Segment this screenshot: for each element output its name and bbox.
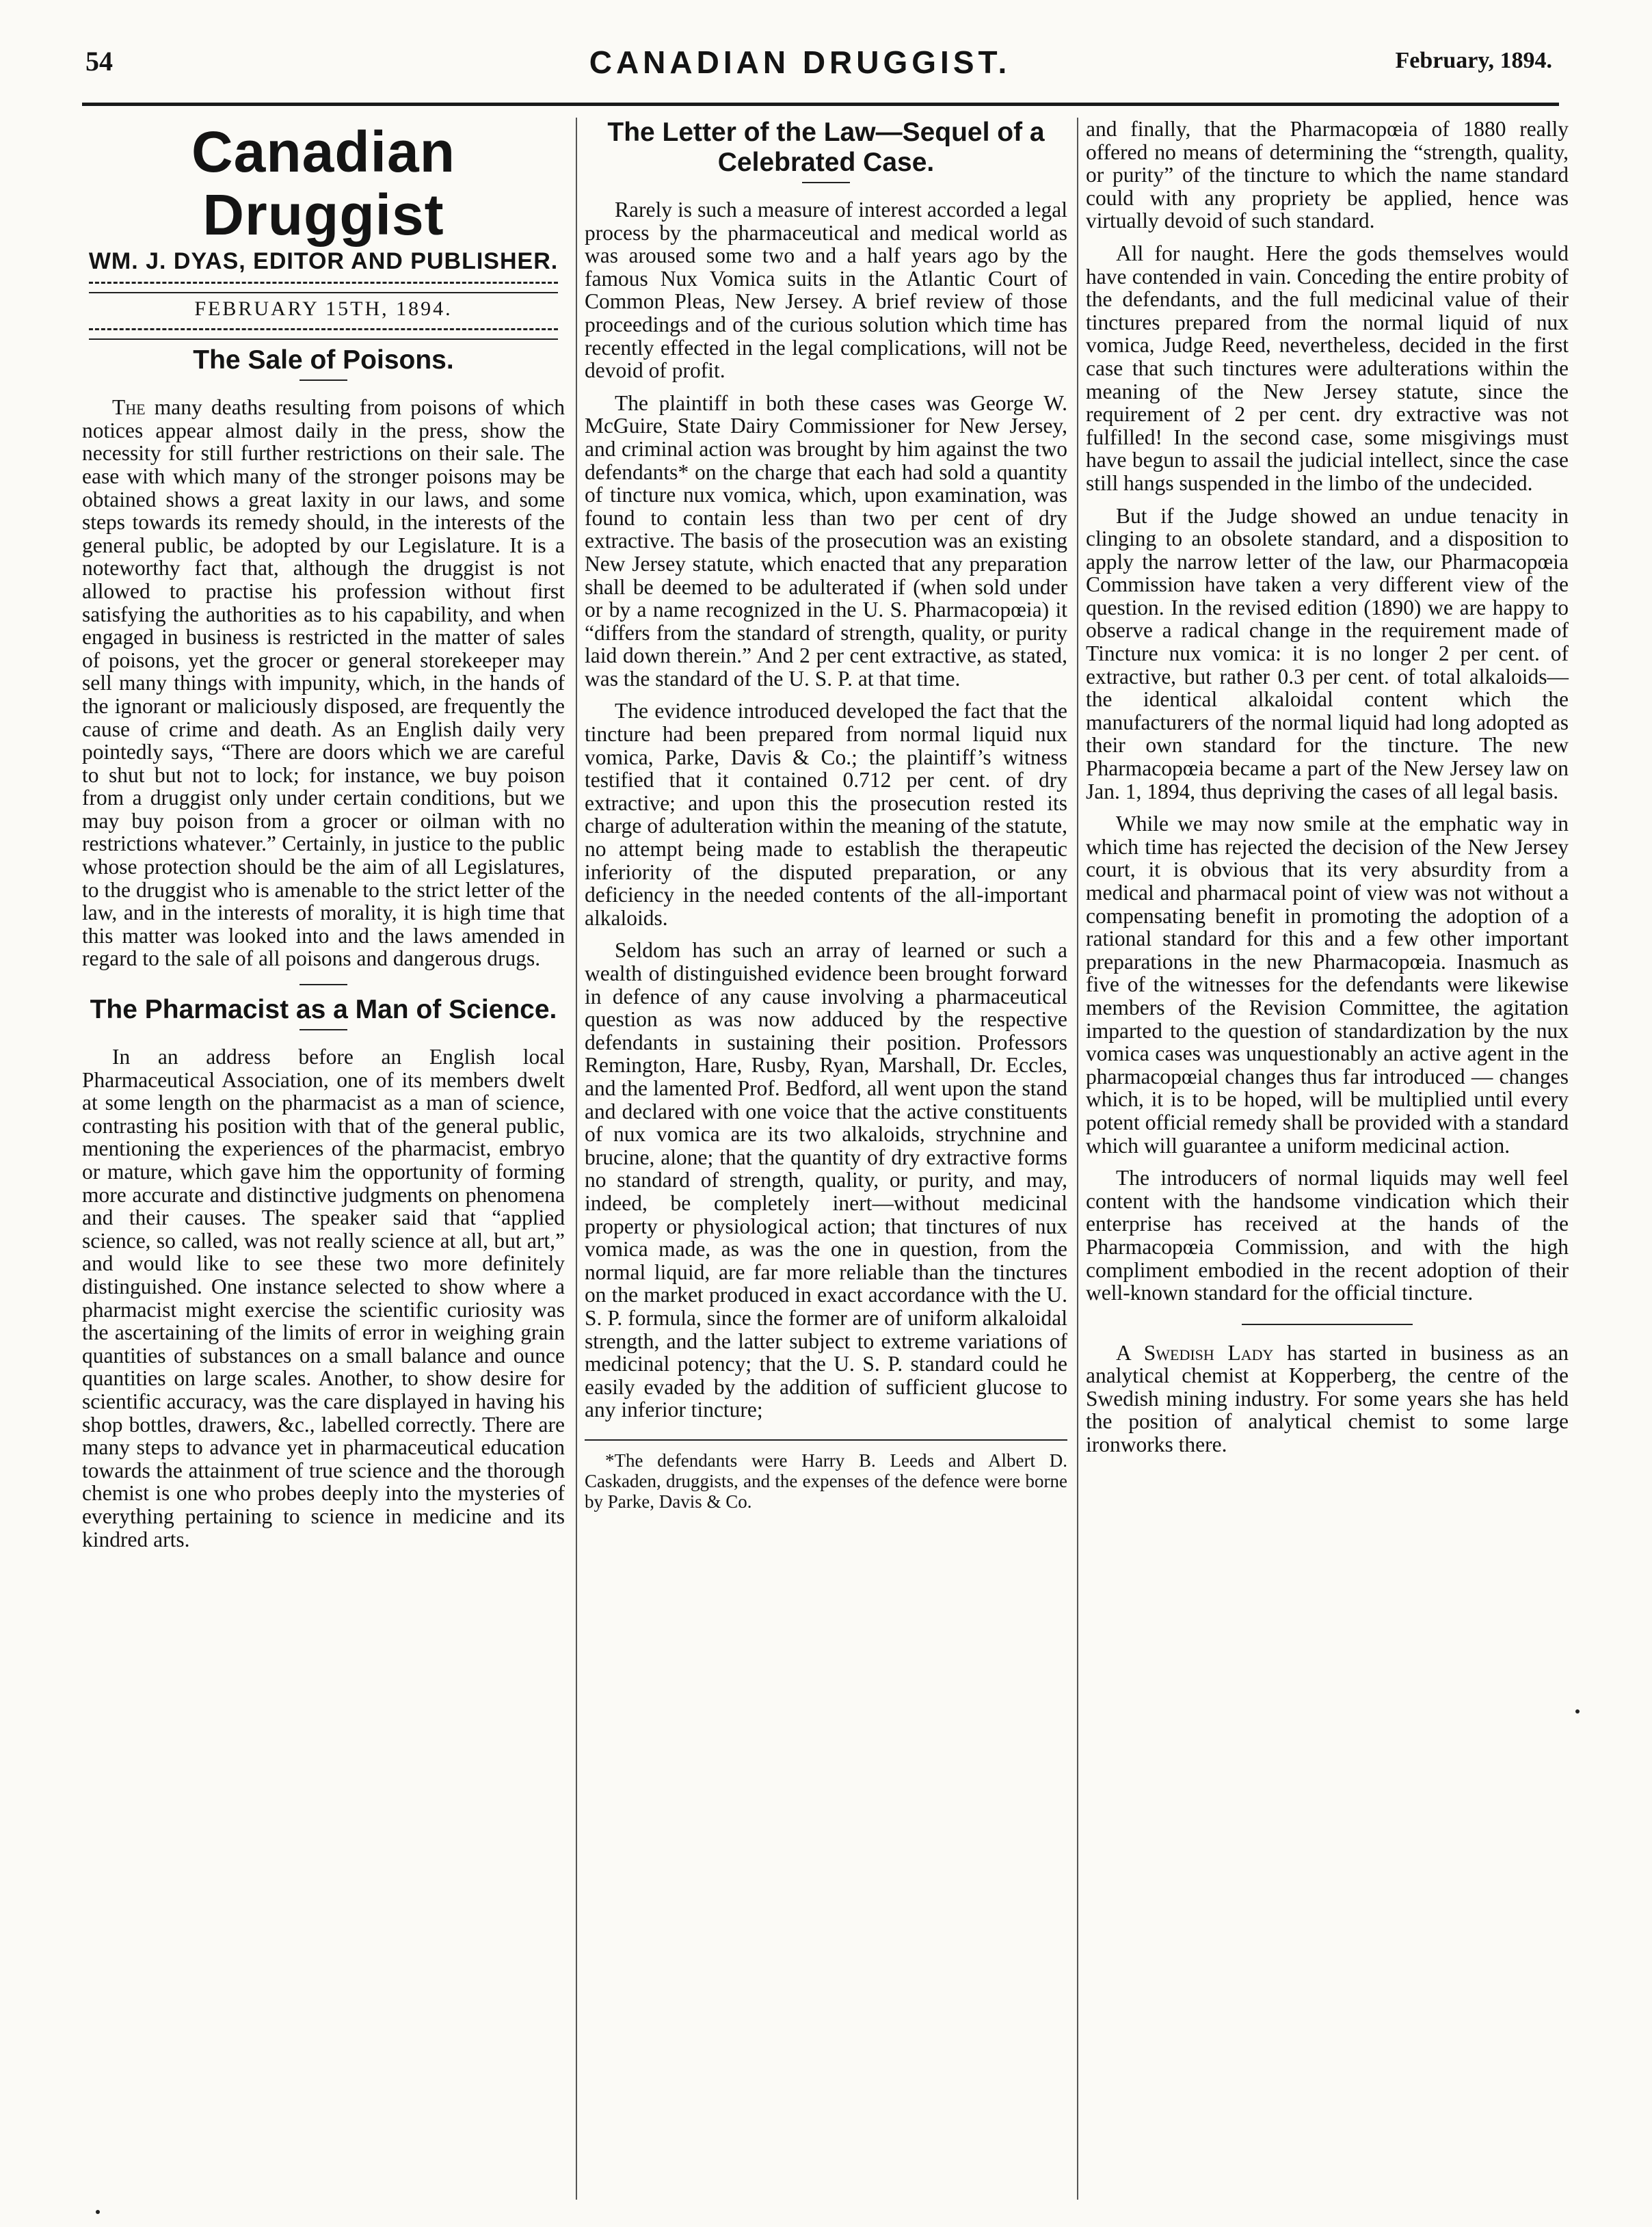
masthead-date: FEBRUARY 15TH, 1894. bbox=[194, 297, 453, 320]
print-mark bbox=[96, 2210, 100, 2214]
letter-paragraph-4: Seldom has such an array of learned or such a wealth of distinguished evidence been brought forward in defence of any cause involving a pharmaceutical question as was now adduced by the respective defendants in sustaining their position. Professors Remington, Hare, Rusby, Ryan, Marshall, Dr. Eccles, and the lamented Prof. Bedford, all went upon the stand and declared with one voice that the active constituents of nux vomica are its two alkaloids, strychnine and brucine, alone; that the quantity of dry extractive forms no standard of strength, quality, or purity, and may, indeed, be completely inert—without medicinal property or physiological action; that tinctures of nux vomica made, as was the one in question, from the normal liquid, are far more reliable than the tinctures on the market produced in exact accordance with the U. S. P. formula, since the former are of uniform alkaloidal strength, and the latter subject to extreme variations of medicinal potency; that the U. S. P. standard could he easily evaded by the addition of sufficient glucose to any inferior tincture; bbox=[585, 938, 1067, 1422]
column-divider bbox=[576, 118, 577, 2200]
letter-paragraph-5: and finally, that the Pharmacopœia of 1880 really offered no means of determining the “strength, quality, or purity” of the tincture to which the name standard could with any propriety be applied, hence was virtually devoid of such standard. bbox=[1086, 117, 1569, 233]
paragraph-text: has started in business as an analytical chemist at Kopperberg, the centre of the Swedish mining industry. For some years she has held the position of analytical chemist to some large ironworks there. bbox=[1086, 1340, 1569, 1457]
column-1 bbox=[82, 118, 565, 1551]
sale-of-poisons-paragraph bbox=[82, 396, 565, 970]
running-head bbox=[48, 41, 1552, 89]
letter-paragraph-2: The plaintiff in both these cases was George W. McGuire, State Dairy Commissioner for New Jersey, and criminal action was brought by him against the two defendants* on the charge that each had sold a quantity of tincture nux vomica, which, upon examination, was found to contain less than two per cent of dry extractive. The basis of the prosecution was an existing New Jersey statute, which enacted that any preparation shall be deemed to be adulterated if (when sold under or by a name recognized in the U. S. Pharmacopœia) it “differs from the standard of strength, quality, or purity laid down therein.” And 2 per cent extractive, as stated, was the standard of the U. S. P. at that time. bbox=[585, 390, 1067, 691]
lead-words: A Swedish Lady bbox=[1116, 1340, 1274, 1365]
swedish-lady-paragraph bbox=[1086, 1342, 1569, 1456]
letter-paragraph-9: The introducers of normal liquids may well feel content with the handsome vindication which their enterprise has received at the hands of the Pharmacopœia Commission, and with the high compliment embodied in the recent adoption of their well-known standard for the official tincture. bbox=[1086, 1166, 1569, 1305]
journal-name: CANADIAN DRUGGIST. bbox=[589, 44, 1011, 80]
letter-paragraph-7: But if the Judge showed an undue tenacity in clinging to an obsolete standard, and a disposition to apply the narrow letter of the law, our Pharmacopœia Commission have taken a very different view of the question. In the revised edition (1890) we are happy to observe a radical change in the requirement made of Tincture nux vomica: it is no longer 2 per cent. of extractive, but rather 0.3 per cent. of total alkaloids—the identical alkaloidal content which the manufacturers of the normal liquid had long adopted as their own standard for the tincture. The new Pharmacopœia became a part of the New Jersey law on Jan. 1, 1894, thus depriving the cases of all legal basis. bbox=[1086, 503, 1569, 803]
footnote-rule bbox=[585, 1439, 1067, 1441]
masthead-title: Canadian Druggist bbox=[191, 120, 456, 247]
masthead-editor: WM. J. DYAS, EDITOR AND PUBLISHER. bbox=[88, 248, 559, 274]
ornamental-rule bbox=[89, 282, 558, 293]
ornamental-rule bbox=[89, 328, 558, 340]
page-number: 54 bbox=[85, 46, 113, 77]
pharmacist-paragraph: In an address before an English local Pharmaceutical Association, one of its members dwelt at some length on the pharmacist as a man of science, contrasting his position with that of the general public, mentioning the experiences of the pharmacist, embryo or mature, which gave him the opportunity of forming more accurate and distinctive judgments on phenomena and their causes. The speaker said that “applied science, so called, was not really science at all, but art,” and would like to see these two more definitely distinguished. One instance selected to show where a pharmacist might exercise the scientific curiosity was the ascertaining of the limits of error in weighing grain quantities of substances on a small balance and ounce quantities on large scales. Another, to show desire for scientific accuracy, was the care displayed in having his shop bottles, drawers, &c., labelled correctly. There are many steps to advance yet in pharmaceutical education towards the attainment of true science and the thorough chemist is one who probes deeply into the mysteries of everything pertaining to science in medicine and its kindred arts. bbox=[82, 1045, 565, 1551]
column-divider bbox=[1077, 118, 1078, 2200]
heading-rule bbox=[299, 1029, 347, 1030]
heading-pharmacist: The Pharmacist as a Man of Science. bbox=[90, 995, 557, 1025]
header-rule bbox=[82, 103, 1559, 106]
heading-rule bbox=[802, 182, 850, 183]
heading-letter-of-law: The Letter of the Law—Sequel of a Celebrated Case. bbox=[607, 118, 1045, 177]
letter-paragraph-3: The evidence introduced developed the fact that the tincture had been prepared from normal liquid nux vomica, Parke, Davis & Co.; the plaintiff’s witness testified that it contained 0.712 per cent. of dry extractive; and upon this the prosecution rested its charge of adulteration within the meaning of the statute, no attempt being made to establish the therapeutic inferiority of the disputed preparation, or any deficiency in the needed contents of the all-important alkaloids. bbox=[585, 699, 1067, 930]
paragraph-text: many deaths resulting from poisons of which notices appear almost daily in the press, show the necessity for still further restrictions on their sale. The ease with which many of the stronger poisons may be obtained shows a great laxity in our laws, and some steps towards its remedy should, in the interests of the general public, be adopted by our Legislature. It is a noteworthy fact that, although the druggist is not allowed to practise his profession without first satisfying the authorities as to his capability, and when engaged in business is restricted in the matter of sales of poisons, yet the grocer or general storekeeper may sell many things with impunity, which, in the hands of the ignorant or maliciously disposed, are frequently the cause of crime and death. As an English daily very pointedly says, “There are doors which we are careful to shut but not to lock; for instance, we buy poison from a druggist only under certain conditions, but we may buy poison from a grocer or oilman with no restrictions whatever.” Certainly, in justice to the public whose protection should be the aim of all Legislatures, to the druggist who is amenable to the strict letter of the law, and in the interests of morality, it is high time that this matter was looked into and the laws amended in regard to the sale of all poisons and dangerous drugs. bbox=[82, 395, 565, 971]
heading-rule bbox=[299, 379, 347, 381]
heading-sale-of-poisons: The Sale of Poisons. bbox=[193, 345, 454, 375]
print-mark bbox=[1575, 1709, 1580, 1713]
article-separator bbox=[1242, 1324, 1413, 1325]
column-3 bbox=[1086, 118, 1569, 1456]
column-2 bbox=[585, 118, 1067, 1512]
letter-paragraph-6: All for naught. Here the gods themselves would have contended in vain. Conceding the entire probity of the defendants, and the full medicinal value of their tinctures prepared from the normal liquid of nux vomica, Judge Reed, nevertheless, decided in the first case that such tinctures were adulterations within the meaning of the New Jersey statute, since the requirement of 2 per cent. dry extractive was not fulfilled! In the second case, some misgivings must have begun to assail the judicial intellect, since the case still hangs suspended in the limbo of the undecided. bbox=[1086, 241, 1569, 495]
letter-paragraph-1: Rarely is such a measure of interest accorded a legal process by the pharmaceutical and medical world as was aroused some two and a half years ago by the famous Nux Vomica suits in the Atlantic Court of Common Pleas, New Jersey. A brief review of those proceedings and of the curious solution which time has recently effected in the legal complications, will not be devoid of profit. bbox=[585, 198, 1067, 383]
footnote: *The defendants were Harry B. Leeds and Albert D. Caskaden, druggists, and the expenses of the defence were borne by Parke, Davis & Co. bbox=[585, 1450, 1067, 1512]
lead-word: The bbox=[112, 395, 146, 420]
issue-date: February, 1894. bbox=[1395, 48, 1552, 73]
article-separator bbox=[299, 984, 347, 985]
letter-paragraph-8: While we may now smile at the emphatic way in which time has rejected the decision of the New Jersey court, it is obvious that its very absurdity from a medical and pharmacal point of view was not without a compensating benefit in promoting the adoption of a rational standard for this and a few other important preparations in the new Pharmacopœia. Inasmuch as five of the witnesses for the defendants were likewise members of the Revision Committee, the agitation imparted to the question of standardization by the nux vomica cases was unquestionably an active agent in the pharmacopœial changes thus far introduced — changes which, it is to be hoped, will be multiplied until every potent official remedy shall be provided with a standard which will guarantee a uniform medicinal action. bbox=[1086, 812, 1569, 1158]
